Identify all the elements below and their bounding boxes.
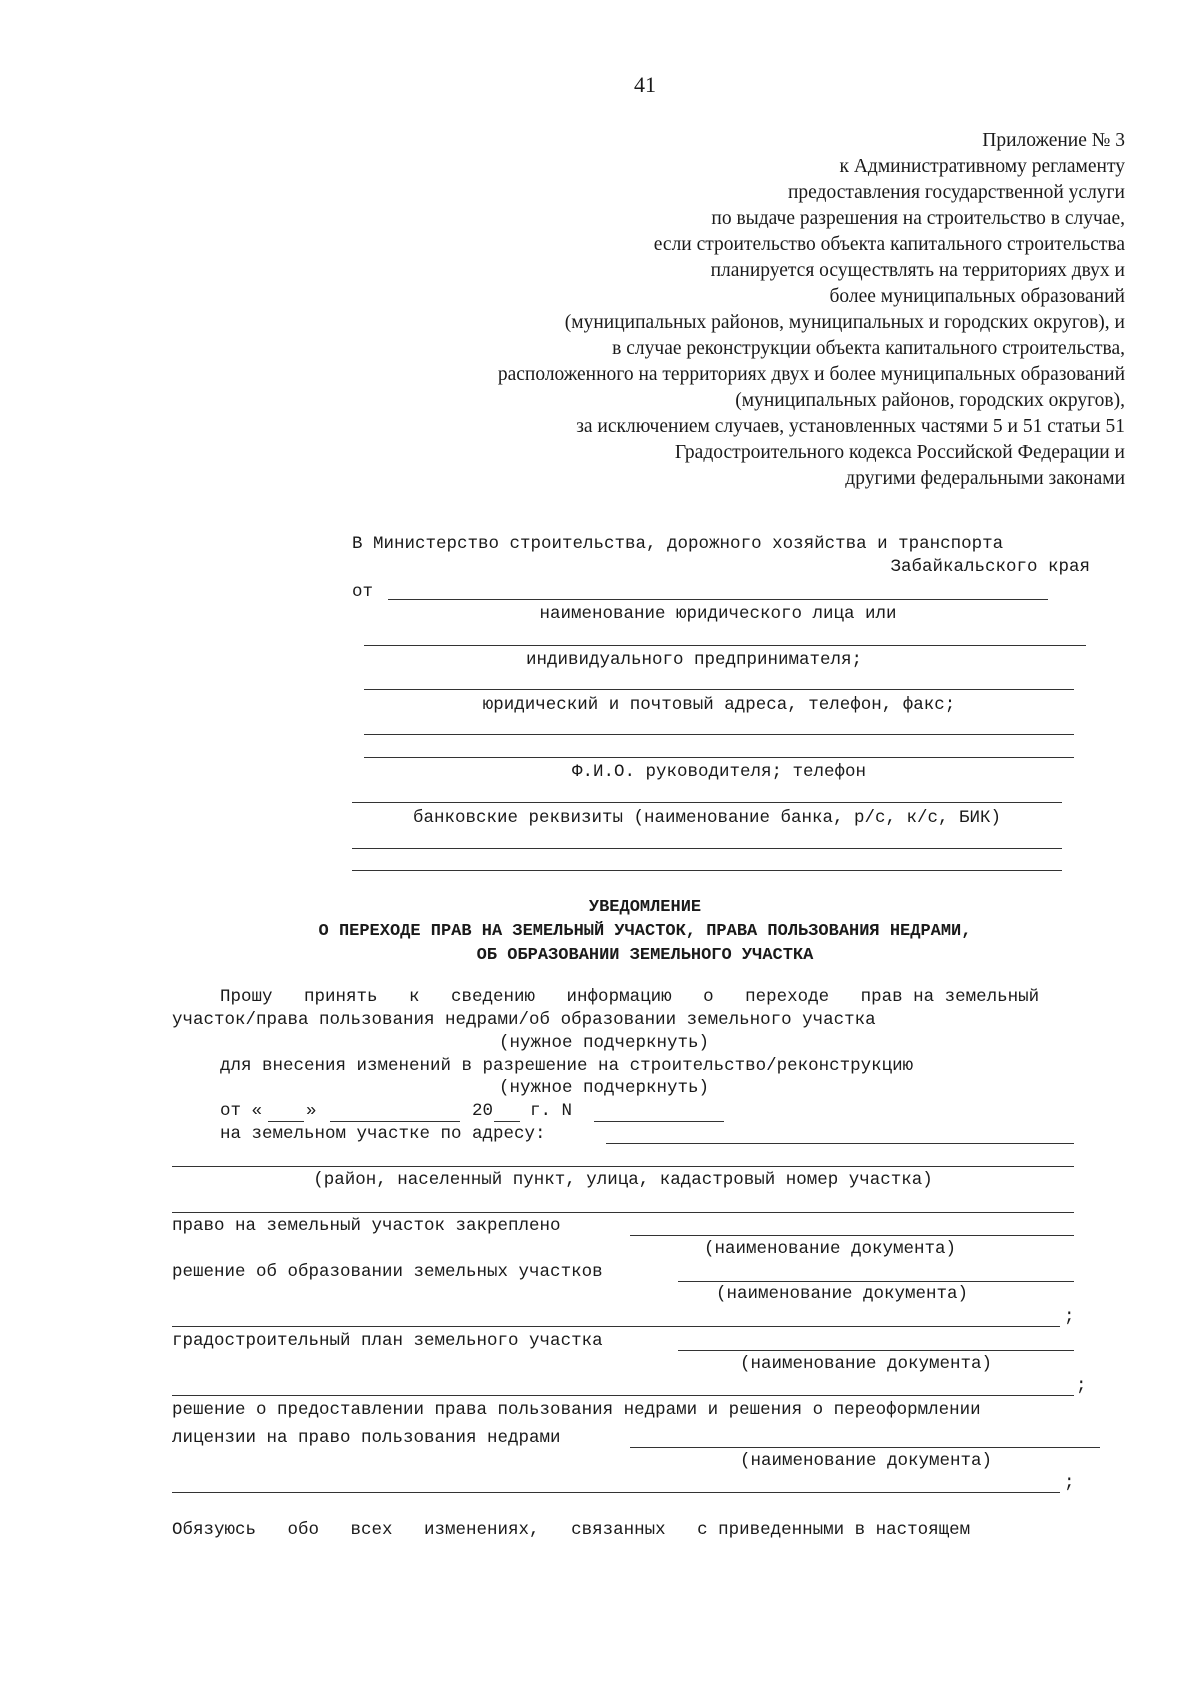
address-label: на земельном участке по адресу: — [220, 1124, 546, 1144]
doc-caption: (наименование документа) — [740, 1354, 993, 1374]
address-field[interactable] — [606, 1143, 1074, 1144]
document-number-field[interactable] — [594, 1121, 724, 1122]
formation-document-field-2[interactable] — [172, 1326, 1060, 1327]
plan-document-field[interactable] — [678, 1350, 1074, 1351]
doc-caption: (наименование документа) — [704, 1239, 957, 1259]
formation-document-field[interactable] — [678, 1281, 1074, 1282]
obligation-line: Обязуюсь обо всех изменениях, связанных с приведенными в настоящем — [172, 1520, 971, 1540]
subsoil-line-1: решение о предоставлении права пользования недрами и решения о переоформлении — [172, 1400, 981, 1420]
title-line-3: ОБ ОБРАЗОВАНИИ ЗЕМЕЛЬНОГО УЧАСТКА — [476, 946, 814, 965]
bank-details-field[interactable] — [352, 848, 1062, 849]
date-year-field[interactable] — [494, 1121, 520, 1122]
appendix-header — [498, 128, 1125, 492]
caption-bank: банковские реквизиты (наименование банка, р/с, к/с, БИК) — [412, 808, 1002, 828]
hint-underline-2: (нужное подчеркнуть) — [499, 1078, 710, 1098]
sender-address-field-2[interactable] — [364, 734, 1074, 735]
appendix-line: по выдаче разрешения на строительство в случае, — [711, 208, 1125, 229]
appendix-line: за исключением случаев, установленных частями 5 и 51 статьи 51 — [576, 416, 1125, 437]
plan-label: градостроительный план земельного участка — [172, 1331, 603, 1351]
appendix-line: предоставления государственной услуги — [787, 182, 1125, 203]
address-field-2[interactable] — [172, 1166, 1074, 1167]
date-from-label: от « — [220, 1101, 263, 1121]
doc-caption: (наименование документа) — [716, 1284, 969, 1304]
plan-document-field-2[interactable] — [172, 1395, 1074, 1396]
date-number-label: г. N — [530, 1101, 573, 1121]
request-line-2: участок/права пользования недрами/об образовании земельного участка — [172, 1010, 876, 1030]
address-caption: (район, населенный пункт, улица, кадастровый номер участка) — [313, 1170, 933, 1190]
addressee-line-2: Забайкальского края — [890, 557, 1090, 577]
appendix-line: (муниципальных районов, городских округов), — [735, 390, 1125, 411]
bank-details-field-2[interactable] — [352, 870, 1062, 871]
caption-legal-entity: наименование юридического лица или — [539, 604, 897, 624]
caption-entrepreneur: индивидуального предпринимателя; — [525, 650, 863, 670]
sender-head-field-2[interactable] — [352, 802, 1062, 803]
title-line-2: О ПЕРЕХОДЕ ПРАВ НА ЗЕМЕЛЬНЫЙ УЧАСТОК, ПРАВА ПОЛЬЗОВАНИЯ НЕДРАМИ, — [318, 922, 972, 941]
sender-name-field-2[interactable] — [364, 645, 1086, 646]
hint-underline-1: (нужное подчеркнуть) — [499, 1033, 710, 1053]
semicolon: ; — [1076, 1376, 1087, 1396]
appendix-line: расположенного на территориях двух и более муниципальных образований — [497, 364, 1125, 385]
title-line-1: УВЕДОМЛЕНИЕ — [588, 898, 702, 917]
appendix-line: Градостроительного кодекса Российской Федерации и — [674, 442, 1125, 463]
doc-caption: (наименование документа) — [740, 1451, 993, 1471]
subsoil-document-field[interactable] — [630, 1447, 1100, 1448]
addressee-line-1: В Министерство строительства, дорожного хозяйства и транспорта — [352, 534, 1004, 554]
sender-head-field[interactable] — [364, 757, 1074, 758]
date-close-quote: » — [306, 1101, 317, 1121]
appendix-line: более муниципальных образований — [829, 286, 1125, 307]
from-label: от — [352, 582, 374, 602]
date-month-field[interactable] — [330, 1121, 460, 1122]
caption-address: юридический и почтовый адреса, телефон, факс; — [482, 695, 956, 715]
land-right-document-field[interactable] — [630, 1235, 1074, 1236]
formation-label: решение об образовании земельных участков — [172, 1262, 603, 1282]
address-field-3[interactable] — [172, 1212, 1074, 1213]
appendix-line: планируется осуществлять на территориях двух и — [710, 260, 1125, 281]
purpose-line: для внесения изменений в разрешение на строительство/реконструкцию — [220, 1056, 914, 1076]
date-year-label: 20 — [472, 1101, 494, 1121]
semicolon: ; — [1064, 1307, 1075, 1327]
page-number: 41 — [634, 72, 656, 97]
appendix-line: к Административному регламенту — [839, 156, 1125, 177]
date-day-field[interactable] — [268, 1121, 304, 1122]
sender-name-field[interactable] — [388, 599, 1048, 600]
semicolon: ; — [1064, 1473, 1075, 1493]
subsoil-line-2: лицензии на право пользования недрами — [172, 1428, 561, 1448]
subsoil-document-field-2[interactable] — [172, 1492, 1060, 1493]
request-line-1: Прошу принять к сведению информацию о переходе прав на земельный — [220, 987, 1040, 1007]
appendix-line: Приложение № 3 — [982, 130, 1125, 151]
appendix-line: другими федеральными законами — [845, 468, 1125, 489]
appendix-line: (муниципальных районов, муниципальных и городских округов), и — [564, 312, 1125, 333]
appendix-line: в случае реконструкции объекта капитального строительства, — [612, 338, 1125, 359]
land-right-label: право на земельный участок закреплено — [172, 1216, 561, 1236]
document-title — [0, 896, 1200, 968]
caption-head: Ф.И.О. руководителя; телефон — [571, 762, 867, 782]
sender-address-field[interactable] — [364, 689, 1074, 690]
appendix-line: если строительство объекта капитального строительства — [653, 234, 1125, 255]
